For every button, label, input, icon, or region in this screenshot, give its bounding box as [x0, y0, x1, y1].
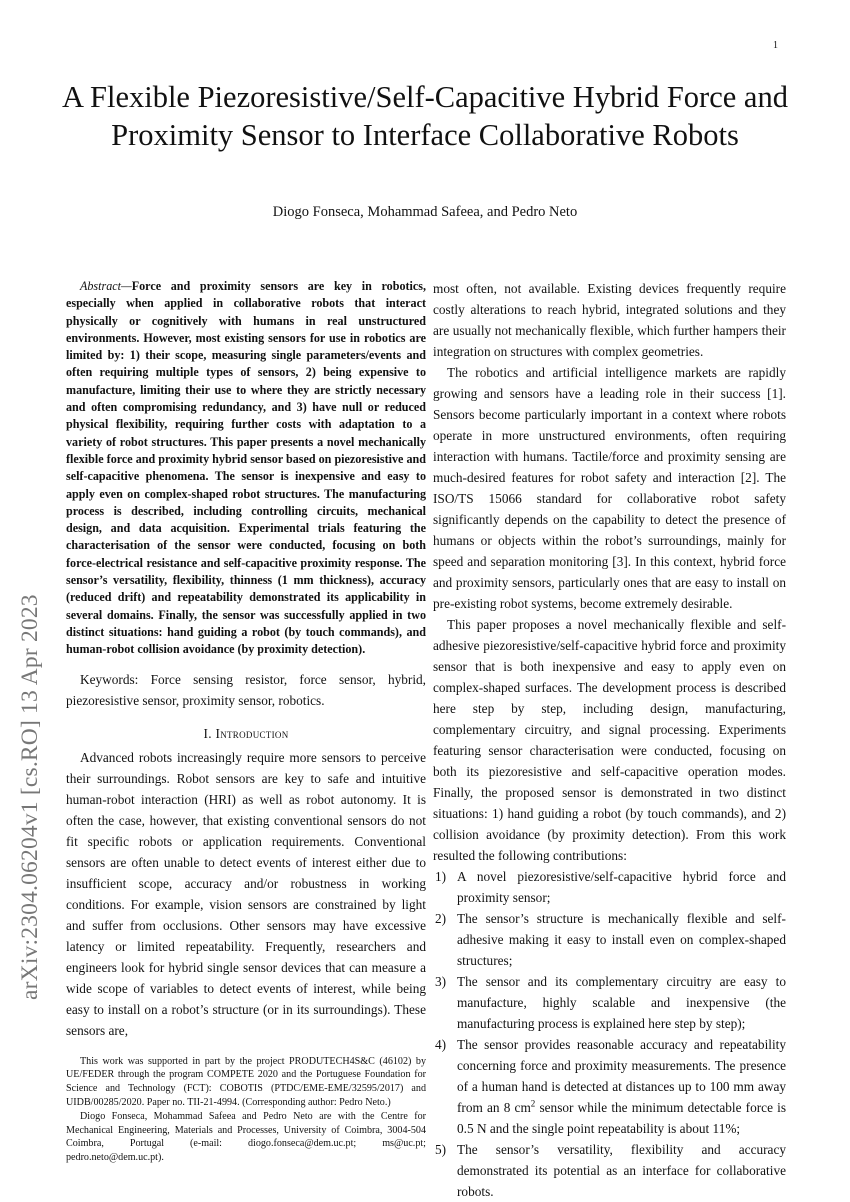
continued-paragraph: most often, not available. Existing devices frequently require costly alterations to reach hybrid, integrated solutions and they are usually not mechanically flexible, which further hampers their integration on structures with complex geometries. — [433, 281, 786, 359]
list-item — [433, 866, 786, 908]
list-text: sensor while the minimum detectable force is 0.5 N and the single point repeatability is about 11%; — [457, 1100, 787, 1136]
body-paragraph: The robotics and artificial intelligence markets are rapidly growing and sensors have a leading role in their success [1]. Sensors become particularly important in a context where robots operate in more unstructured environments, often requiring interaction with humans. Tactile/force and proximity sensing are much-desired features for robot safety and interaction [2]. The ISO/TS 15066 standard for collaborative robot safety significantly depends on the capability to detect the presence of humans or objects within the robot’s surroundings, mainly for speed and separation monitoring [3]. In this context, hybrid force and proximity sensors, particularly ones that are easy to install on pre-existing robot systems, become extremely desirable. — [433, 365, 786, 611]
keywords: Keywords: Force sensing resistor, force sensor, hybrid, piezoresistive sensor, proximity sensor, robotics. — [66, 671, 426, 708]
list-number: 1) — [435, 869, 447, 884]
list-item — [433, 971, 786, 1034]
list-text: The sensor’s versatility, flexibility and accuracy demonstrated its potential as an interface for collaborative robots. — [457, 1142, 786, 1199]
list-number: 4) — [435, 1037, 447, 1052]
list-text: The sensor’s structure is mechanically flexible and self-adhesive making it easy to install even on complex-shaped structures; — [457, 911, 786, 968]
list-item — [433, 1034, 786, 1139]
superscript: 2 — [530, 1098, 536, 1109]
funding-footnote: This work was supported in part by the project PRODUTECH4S&C (46102) by UE/FEDER through the program COMPETE 2020 and the Portuguese Foundation for Science and Technology (FCT): COBOTIS (PTDC/EME-EME/32595/2017) and UIDB/00285/2020. Paper no. TII-21-4994. (Corresponding author: Pedro Neto.) — [66, 1055, 426, 1108]
list-text: The sensor provides reasonable accuracy and repeatability concerning force and proximity measurements. The presence of a human hand is detected at distances up to 100 mm away from an 8 cm — [457, 1037, 786, 1115]
contributions-list — [433, 866, 786, 1202]
abstract-label: Abstract— — [80, 279, 132, 293]
paper-title: A Flexible Piezoresistive/Self-Capacitive Hybrid Force and Proximity Sensor to Interface Collaborative Robots — [62, 80, 788, 152]
section-title: Introduction — [215, 725, 289, 741]
left-column — [66, 278, 426, 1165]
page-number: 1 — [773, 40, 778, 51]
body-paragraph: This paper proposes a novel mechanically flexible and self-adhesive piezoresistive/self-capacitive hybrid force and proximity sensor that is both inexpensive and easy to apply even on complex-shaped surfaces. The development process is described here step by step, including design, manufacturing, complementary circuitry, and signal processing. Experiments featuring sensor characterisation were conducted, focusing on both its piezoresistive and self-capacitive operation modes. Finally, the proposed sensor is demonstrated in two distinct situations: 1) hand guiding a robot (by touch commands), and 2) collision avoidance (by proximity detection). From this work resulted the following contributions: — [433, 617, 786, 863]
section-heading — [66, 725, 426, 743]
intro-paragraph: Advanced robots increasingly require more sensors to perceive their surroundings. Robot sensors are key to safe and intuitive human-robot interaction (HRI) as well as robot autonomy. It is often the case, however, that existing conventional sensors do not fit specific robots or application requirements. Conventional sensors are often unable to detect events of interest either due to insufficient scope, accuracy and/or robustness in working conditions. For example, vision sensors are constrained by light and suffer from occlusions. Other sensors may have excessive latency or limited repeatability. Frequently, researchers and engineers look for hybrid single sensor devices that can measure a wide scope of variables to detect events of interest, while being easy to install on a robot’s structure (or in its surroundings). These sensors are, — [66, 749, 426, 1038]
arxiv-identifier: arXiv:2304.06204v1 [cs.RO] 13 Apr 2023 — [17, 594, 43, 1000]
list-number: 2) — [435, 911, 447, 926]
list-item — [433, 908, 786, 971]
footnotes — [66, 1055, 426, 1165]
list-text: The sensor and its complementary circuitry are easy to manufacture, highly scalable and inexpensive (the manufacturing process is explained here step by step); — [457, 974, 786, 1031]
abstract-text: Force and proximity sensors are key in robotics, especially when applied in collaborative robots that interact physically or cognitively with humans in real unstructured environments. However, most existing sensors for use in robotics are limited by: 1) their scope, measuring single parameters/events and often requiring multiple types of sensors, 2) being expensive to manufacture, limiting their use to where they are strictly necessary and often compromising redundancy, and 3) have null or reduced physical flexibility, requiring further costs with adaptation to a variety of robot structures. This paper presents a novel mechanically flexible force and proximity hybrid sensor based on piezoresistive and self-capacitive phenomena. The sensor is inexpensive and easy to apply even on complex-shaped robot structures. The manufacturing process is described, including controlling circuits, mechanical design, and data acquisition. Experimental trials featuring the characterisation of the sensor were conducted, focusing on both force-electrical resistance and self-capacitive proximity response. The sensor’s versatility, flexibility, thinness (1 mm thickness), accuracy (reduced drift) and repeatability demonstrated its applicability in several domains. Finally, the sensor was successfully applied in two distinct situations: hand guiding a robot (by touch commands), and human-robot collision avoidance (by proximity detection). — [66, 279, 426, 657]
section-number: I. — [203, 725, 212, 741]
author-list: Diogo Fonseca, Mohammad Safeea, and Pedro Neto — [272, 204, 578, 220]
right-column — [433, 278, 786, 1202]
list-number: 5) — [435, 1142, 447, 1157]
list-text: A novel piezoresistive/self-capacitive hybrid force and proximity sensor; — [457, 869, 786, 905]
affiliation-footnote: Diogo Fonseca, Mohammad Safeea and Pedro Neto are with the Centre for Mechanical Engineering, Materials and Processes, University of Coimbra, 3004-504 Coimbra, Portugal (e-mail: diogo.fonseca@dem.uc.pt; ms@uc.pt; pedro.neto@dem.uc.pt). — [66, 1110, 426, 1164]
list-item — [433, 1139, 786, 1202]
list-number: 3) — [435, 974, 447, 989]
abstract — [66, 278, 426, 659]
